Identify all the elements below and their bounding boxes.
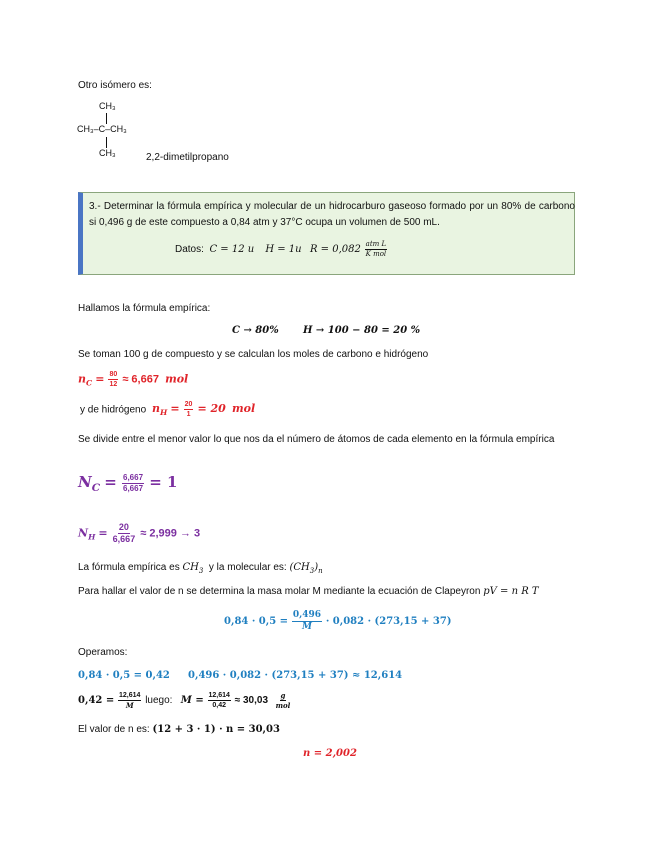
moles-carbon-eq: $n_C$ = $\frac{80}{12}$ ≈ 6,667 mol <box>78 371 189 388</box>
valor-n-line: El valor de n es: (12 + 3 · 1) · n = 30,03 <box>78 724 280 735</box>
problem-box <box>78 192 575 275</box>
se-divide-text: Se divide entre el menor valor lo que nos da el número de átomos de cada elemento en la fórmula empírica <box>78 434 555 445</box>
molecule-bond-bottom <box>106 137 107 148</box>
operation-2: 0,496 · 0,082 · (273,15 + 37) ≈ 12,614 <box>188 670 403 681</box>
molecular-formula: $(CH_3)_n$ <box>289 562 323 575</box>
clapeyron-substituted: 0,84 · 0,5 = $\frac{0,496}{M}$ · 0,082 · (273,15 + 37) <box>224 610 452 632</box>
molecule-top-ch3: CH₃ <box>99 101 116 111</box>
se-toman-text: Se toman 100 g de compuesto y se calculan los moles de carbono e hidrógeno <box>78 349 429 360</box>
problem-statement: 3.- Determinar la fórmula empírica y molecular de un hidrocarburo gaseoso formado por un 80% de carbono si 0,496 g de este compuesto a 0,84 atm y 37°C ocupa un volumen de 500 mL. <box>89 201 575 228</box>
empirical-formula: $CH_3$ <box>182 562 204 575</box>
atoms-carbon-eq: $N_C$ = $\frac{6,667}{6,667}$ = 1 <box>78 472 178 494</box>
problem-data <box>175 241 388 258</box>
moles-carbon-fraction: $\frac{80}{12}$ <box>109 371 118 388</box>
carbon-mass: C = 12 u <box>209 244 255 256</box>
clapeyron-equation: pV = n R T <box>483 586 539 597</box>
hydrogen-percentage: H → 100 − 80 = 20 % <box>303 325 421 336</box>
datos-label: Datos: <box>175 244 204 256</box>
moles-hydrogen-line: y de hidrógeno $n_H$ = $\frac{20}{1}$ = 20 mol <box>80 401 256 418</box>
molecule-middle: CH₃–C–CH₃ <box>77 124 127 134</box>
gas-constant-units: $\frac{\text{atm L}}{\text{K mol}}$ <box>365 240 387 258</box>
n-result: n = 2,002 <box>303 748 357 759</box>
formulas-line: La fórmula empírica es $CH_3$ y la molecular es: $(CH_3)_n$ <box>78 562 323 575</box>
operamos-text: Operamos: <box>78 647 128 658</box>
atoms-hydrogen-eq: $N_H$ = $\frac{20}{6,667}$ ≈ 2,999 → 3 <box>78 522 201 544</box>
moles-hydrogen-eq: $n_H$ = $\frac{20}{1}$ = 20 mol <box>152 401 256 418</box>
molecule-name: 2,2-dimetilpropano <box>146 152 229 163</box>
molecule-bond-top <box>106 113 107 124</box>
intro-text: Otro isómero es: <box>78 80 152 91</box>
operation-1: 0,84 · 0,5 = 0,42 <box>78 670 170 681</box>
carbon-percentage: C → 80% <box>232 325 279 336</box>
molar-mass-line: 0,42 = $\frac{12,614}{M}$ luego: M = $\frac{12,614}{0,42}$ ≈ 30,03 $\frac{g}{\text{mol}}$ <box>78 691 291 710</box>
gas-constant: R = 0,082 <box>309 244 361 256</box>
para-hallar-line: Para hallar el valor de n se determina la masa molar M mediante la ecuación de Clapeyron pV = n R T <box>78 586 539 597</box>
hydrogen-mass: H = 1u <box>265 244 302 256</box>
molecule-bottom-ch3: CH₃ <box>99 148 116 158</box>
hallamos-text: Hallamos la fórmula empírica: <box>78 303 211 314</box>
